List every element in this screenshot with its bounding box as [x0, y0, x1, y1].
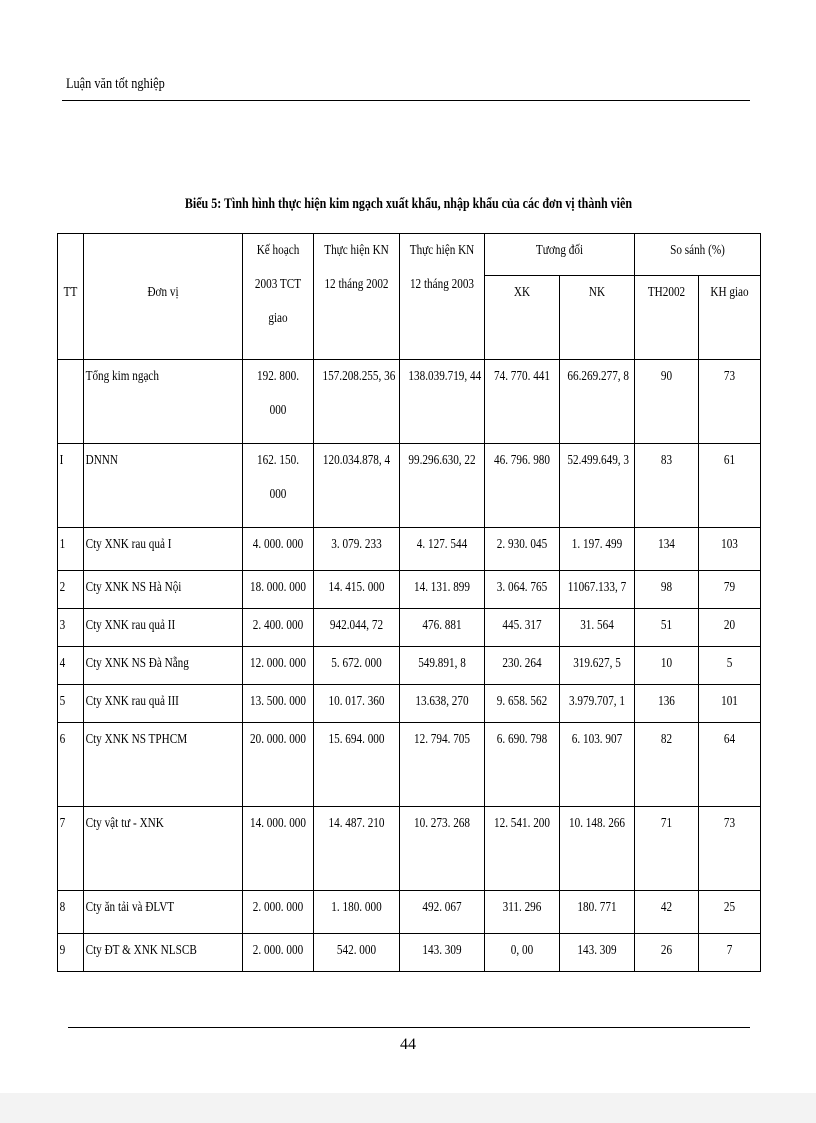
cell-xk: 12. 541. 200 — [485, 807, 560, 891]
cell-ss-kh: 7 — [699, 934, 761, 972]
cell-th2003: 143. 309 — [400, 934, 485, 972]
cell-xk: 46. 796. 980 — [485, 444, 560, 528]
cell-nk: 1. 197. 499 — [560, 528, 635, 571]
cell-xk: 74. 770. 441 — [485, 360, 560, 444]
cell-ss-kh: 73 — [699, 360, 761, 444]
cell-kh: 2. 000. 000 — [243, 891, 314, 934]
cell-xk: 6. 690. 798 — [485, 723, 560, 807]
cell-nk: 180. 771 — [560, 891, 635, 934]
cell-th2002: 1. 180. 000 — [314, 891, 400, 934]
cell-ss-th: 10 — [635, 647, 699, 685]
cell-kh: 14. 000. 000 — [243, 807, 314, 891]
cell-nk: 3.979.707, 1 — [560, 685, 635, 723]
table-row — [58, 685, 761, 723]
col-th2002-header: Thực hiện KN 12 tháng 2002 — [314, 234, 400, 360]
cell-ss-th: 42 — [635, 891, 699, 934]
cell-name: Cty ĐT & XNK NLSCB — [84, 934, 243, 972]
cell-name: Cty XNK rau quả I — [84, 528, 243, 571]
footer-rule — [68, 1027, 750, 1028]
cell-ss-th: 82 — [635, 723, 699, 807]
cell-ss-kh: 103 — [699, 528, 761, 571]
cell-xk: 445. 317 — [485, 609, 560, 647]
col-nk-header: NK — [560, 276, 635, 360]
cell-name: Cty XNK rau quả II — [84, 609, 243, 647]
cell-ss-kh: 25 — [699, 891, 761, 934]
cell-th2002: 15. 694. 000 — [314, 723, 400, 807]
cell-nk: 10. 148. 266 — [560, 807, 635, 891]
cell-th2002: 14. 487. 210 — [314, 807, 400, 891]
cell-ss-th: 136 — [635, 685, 699, 723]
cell-name: Cty XNK NS TPHCM — [84, 723, 243, 807]
cell-ss-kh: 79 — [699, 571, 761, 609]
col-th2002-pct-header: TH2002 — [635, 276, 699, 360]
cell-nk: 143. 309 — [560, 934, 635, 972]
cell-th2002: 120.034.878, 4 — [314, 444, 400, 528]
table-row — [58, 571, 761, 609]
cell-th2002: 10. 017. 360 — [314, 685, 400, 723]
col-tt-header: TT — [58, 234, 84, 360]
cell-kh: 162. 150. 000 — [243, 444, 314, 528]
cell-kh: 2. 400. 000 — [243, 609, 314, 647]
cell-nk: 6. 103. 907 — [560, 723, 635, 807]
cell-ss-kh: 61 — [699, 444, 761, 528]
cell-ss-kh: 64 — [699, 723, 761, 807]
cell-name: Cty XNK NS Đà Nẵng — [84, 647, 243, 685]
cell-th2002: 5. 672. 000 — [314, 647, 400, 685]
cell-kh: 18. 000. 000 — [243, 571, 314, 609]
cell-th2003: 4. 127. 544 — [400, 528, 485, 571]
cell-xk: 3. 064. 765 — [485, 571, 560, 609]
cell-ss-kh: 5 — [699, 647, 761, 685]
cell-th2003: 13.638, 270 — [400, 685, 485, 723]
table-row — [58, 528, 761, 571]
cell-ss-kh: 20 — [699, 609, 761, 647]
cell-ss-th: 71 — [635, 807, 699, 891]
cell-kh: 20. 000. 000 — [243, 723, 314, 807]
cell-tt: 3 — [58, 609, 84, 647]
cell-ss-th: 134 — [635, 528, 699, 571]
cell-th2003: 10. 273. 268 — [400, 807, 485, 891]
cell-tt: 2 — [58, 571, 84, 609]
cell-kh: 13. 500. 000 — [243, 685, 314, 723]
cell-tt: 5 — [58, 685, 84, 723]
cell-name: Cty XNK rau quả III — [84, 685, 243, 723]
cell-ss-th: 51 — [635, 609, 699, 647]
cell-name: Cty XNK NS Hà Nội — [84, 571, 243, 609]
cell-nk: 31. 564 — [560, 609, 635, 647]
cell-th2003: 12. 794. 705 — [400, 723, 485, 807]
col-kh-giao-header: KH giao — [699, 276, 761, 360]
page-number: 44 — [400, 1036, 416, 1053]
data-table — [57, 233, 761, 972]
cell-nk: 11067.133, 7 — [560, 571, 635, 609]
table-row — [58, 647, 761, 685]
cell-xk: 311. 296 — [485, 891, 560, 934]
cell-kh: 4. 000. 000 — [243, 528, 314, 571]
cell-tt — [58, 360, 84, 444]
col-th2003-header: Thực hiện KN 12 tháng 2003 — [400, 234, 485, 360]
table-row — [58, 444, 761, 528]
cell-th2003: 138.039.719, 44 — [400, 360, 485, 444]
cell-ss-th: 90 — [635, 360, 699, 444]
table-title — [0, 196, 816, 213]
table-title-text: Biểu 5: Tình hình thực hiện kim ngạch xuất khẩu, nhập khẩu của các đơn vị thành viên — [184, 196, 632, 212]
cell-th2002: 14. 415. 000 — [314, 571, 400, 609]
cell-nk: 319.627, 5 — [560, 647, 635, 685]
col-so-sanh-header: So sánh (%) — [635, 234, 761, 276]
cell-th2003: 476. 881 — [400, 609, 485, 647]
col-tuong-doi-header: Tương đối — [485, 234, 635, 276]
bottom-strip — [0, 1093, 816, 1123]
cell-name: Cty vật tư - XNK — [84, 807, 243, 891]
cell-xk: 0, 00 — [485, 934, 560, 972]
cell-kh: 192. 800. 000 — [243, 360, 314, 444]
cell-tt: 7 — [58, 807, 84, 891]
cell-tt: 9 — [58, 934, 84, 972]
cell-nk: 66.269.277, 8 — [560, 360, 635, 444]
cell-th2003: 549.891, 8 — [400, 647, 485, 685]
cell-th2002: 3. 079. 233 — [314, 528, 400, 571]
cell-nk: 52.499.649, 3 — [560, 444, 635, 528]
cell-ss-kh: 101 — [699, 685, 761, 723]
col-xk-header: XK — [485, 276, 560, 360]
table-row — [58, 360, 761, 444]
cell-tt: 4 — [58, 647, 84, 685]
col-don-vi-header: Đơn vị — [84, 234, 243, 360]
cell-kh: 2. 000. 000 — [243, 934, 314, 972]
cell-name: DNNN — [84, 444, 243, 528]
table-row — [58, 891, 761, 934]
cell-tt: 8 — [58, 891, 84, 934]
table-row — [58, 609, 761, 647]
cell-th2002: 542. 000 — [314, 934, 400, 972]
cell-ss-th: 26 — [635, 934, 699, 972]
cell-th2003: 492. 067 — [400, 891, 485, 934]
cell-tt: 6 — [58, 723, 84, 807]
cell-kh: 12. 000. 000 — [243, 647, 314, 685]
table-row — [58, 723, 761, 807]
cell-name: Tổng kim ngạch — [84, 360, 243, 444]
col-ke-hoach-header: Kế hoạch 2003 TCT giao — [243, 234, 314, 360]
cell-th2002: 157.208.255, 36 — [314, 360, 400, 444]
cell-ss-kh: 73 — [699, 807, 761, 891]
cell-xk: 230. 264 — [485, 647, 560, 685]
header-title: Luận văn tốt nghiệp — [66, 76, 165, 92]
cell-xk: 2. 930. 045 — [485, 528, 560, 571]
cell-xk: 9. 658. 562 — [485, 685, 560, 723]
cell-ss-th: 98 — [635, 571, 699, 609]
table-row — [58, 934, 761, 972]
table-row — [58, 807, 761, 891]
cell-th2003: 99.296.630, 22 — [400, 444, 485, 528]
cell-name: Cty ăn tải và ĐLVT — [84, 891, 243, 934]
cell-ss-th: 83 — [635, 444, 699, 528]
cell-tt: 1 — [58, 528, 84, 571]
cell-tt: I — [58, 444, 84, 528]
header-rule — [62, 100, 750, 101]
cell-th2002: 942.044, 72 — [314, 609, 400, 647]
cell-th2003: 14. 131. 899 — [400, 571, 485, 609]
